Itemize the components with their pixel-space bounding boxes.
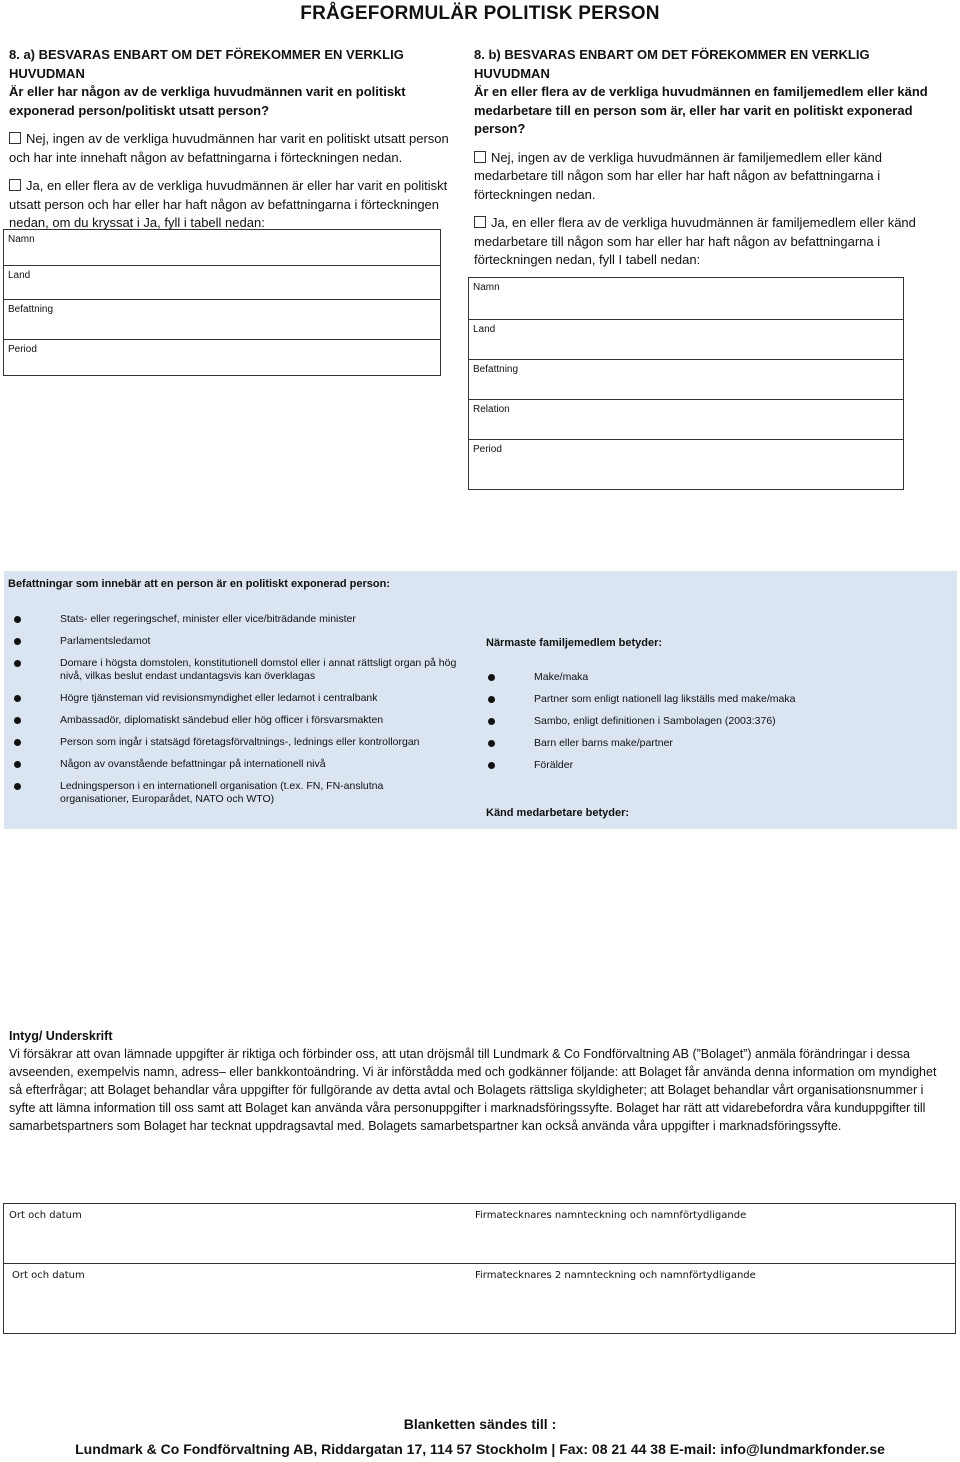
checkbox-yes-a[interactable]	[9, 179, 21, 191]
family-heading: Närmaste familjemedlem betyder:	[486, 637, 663, 649]
signature-table	[3, 1203, 956, 1334]
bullet-icon	[14, 739, 21, 746]
field-period-a[interactable]: Period	[4, 340, 441, 376]
section-a-heading: 8. a) BESVARAS ENBART OM DET FÖREKOMMER EN VERKLIG HUVUDMAN	[9, 47, 404, 81]
list-item: Förälder	[482, 759, 942, 772]
bullet-icon	[14, 695, 21, 702]
bullet-icon	[488, 740, 495, 747]
family-list	[482, 671, 942, 781]
checkbox-yes-b[interactable]	[474, 216, 486, 228]
bullet-icon	[488, 674, 495, 681]
section-b	[474, 46, 948, 270]
bullet-icon	[14, 616, 21, 623]
footer-sent-label: Blanketten sändes till :	[403, 1416, 557, 1432]
section-a-question: Är eller har någon av de verkliga huvudmännen varit en politiskt exponerad person/politiskt utsatt person?	[9, 84, 406, 118]
place-date-field-1[interactable]: Ort och datum	[4, 1204, 471, 1264]
bullet-icon	[488, 762, 495, 769]
field-namn-b[interactable]: Namn	[469, 278, 904, 320]
field-namn-a[interactable]: Namn	[4, 230, 441, 266]
list-item: Högre tjänsteman vid revisionsmyndighet eller ledamot i centralbank	[8, 692, 474, 705]
list-item: Ledningsperson i en internationell organisation (t.ex. FN, FN-anslutna organisationer, Europarådet, NATO och WTO)	[8, 780, 474, 806]
list-item: Make/maka	[482, 671, 942, 684]
signatory-field-1[interactable]: Firmatecknares namnteckning och namnförtydligande	[470, 1204, 956, 1264]
field-befattning-b[interactable]: Befattning	[469, 360, 904, 400]
field-befattning-a[interactable]: Befattning	[4, 300, 441, 340]
section-b-table	[468, 277, 904, 490]
place-date-field-2[interactable]: Ort och datum	[4, 1264, 471, 1334]
section-b-option-yes-label: Ja, en eller flera av de verkliga huvudmännen är familjemedlem eller känd medarbetare till någon som har eller har haft någon av befattningarna i förteckningen nedan, fyll I tabell nedan:	[474, 215, 916, 267]
section-a-table	[3, 229, 441, 376]
page-title: FRÅGEFORMULÄR POLITISK PERSON	[300, 3, 660, 24]
section-b-heading: 8. b) BESVARAS ENBART OM DET FÖREKOMMER EN VERKLIG HUVUDMAN	[474, 47, 870, 81]
list-item: Stats- eller regeringschef, minister eller vice/biträdande minister	[8, 613, 474, 626]
associate-heading: Känd medarbetare betyder:	[486, 807, 630, 819]
list-item: Barn eller barns make/partner	[482, 737, 942, 750]
pep-positions-list	[8, 613, 474, 815]
footer-address: Lundmark & Co Fondförvaltning AB, Riddargatan 17, 114 57 Stockholm | Fax: 08 21 44 38 E-mail: info@lundmarkfonder.se	[75, 1441, 885, 1457]
bullet-icon	[14, 660, 21, 667]
list-item: Någon av ovanstående befattningar på internationell nivå	[8, 758, 474, 771]
section-a-option-yes-label: Ja, en eller flera av de verkliga huvudmännen är eller har varit en politiskt utsatt person och har eller har haft någon av befattningarna i förteckningen nedan, om du kryssat i Ja, fyll i tabell nedan:	[9, 178, 448, 230]
list-item: Sambo, enligt definitionen i Sambolagen (2003:376)	[482, 715, 942, 728]
pep-info-box	[4, 571, 957, 829]
bullet-icon	[14, 638, 21, 645]
bullet-icon	[488, 696, 495, 703]
field-land-b[interactable]: Land	[469, 320, 904, 360]
checkbox-no-a[interactable]	[9, 132, 21, 144]
bullet-icon	[14, 717, 21, 724]
bullet-icon	[14, 783, 21, 790]
signatory-field-2[interactable]: Firmatecknares 2 namnteckning och namnförtydligande	[470, 1264, 956, 1334]
section-a-option-no[interactable]	[9, 130, 461, 167]
section-b-option-no[interactable]	[474, 149, 948, 205]
section-b-option-no-label: Nej, ingen av de verkliga huvudmännen är familjemedlem eller känd medarbetare till någon som har eller har haft någon av befattningarna i förteckningen nedan.	[474, 149, 882, 202]
list-item: Ambassadör, diplomatiskt sändebud eller hög officer i försvarsmakten	[8, 714, 474, 727]
list-item: Domare i högsta domstolen, konstitutionell domstol eller i annat rättsligt organ på hög nivå, vilkas beslut endast undantagsvis kan överklagas	[8, 657, 474, 683]
intyg-text: Vi försäkrar att ovan lämnade uppgifter är riktiga och förbinder oss, att utan dröjsmål till Lundmark & Co Fondförvaltning AB (”Bolaget”) anmäla förändringar i dessa avseenden, exempelvis namn, adress– eller bankkontoändring. Vi är införstådda med och godkänner följande: att Bolaget får använda denna information om myndighet så efterfrågar; att Bolaget behandlar våra uppgifter för fullgörande av detta avtal och Bolagets rättsliga skyldigheter; att Bolaget behandlar vårt organisationsnummer i syfte att lämna information till oss samt att Bolaget kan använda våra personuppgifter i marknadsföringssyfte. Bolaget har rätt att vidarebefordra våra kunduppgifter till samarbetspartners som Bolaget har tecknat uppdragsavtal med. Bolagets samarbetspartner kan också använda våra uppgifter i marknadsföringssyfte.	[9, 1047, 937, 1133]
section-b-question: Är en eller flera av de verkliga huvudmännen en familjemedlem eller känd medarbetare till en person som är, eller har varit en politiskt exponerad person?	[474, 84, 928, 136]
bullet-icon	[14, 761, 21, 768]
list-item: Parlamentsledamot	[8, 635, 474, 648]
field-relation-b[interactable]: Relation	[469, 400, 904, 440]
section-b-option-yes[interactable]	[474, 214, 948, 270]
list-item: Partner som enligt nationell lag likställs med make/maka	[482, 693, 942, 706]
field-land-a[interactable]: Land	[4, 266, 441, 300]
section-a	[9, 46, 461, 233]
field-period-b[interactable]: Period	[469, 440, 904, 490]
intyg-heading: Intyg/ Underskrift	[9, 1029, 113, 1043]
checkbox-no-b[interactable]	[474, 151, 486, 163]
section-a-option-no-label: Nej, ingen av de verkliga huvudmännen har varit en politiskt utsatt person och har inte innehaft någon av befattningarna i förteckningen nedan.	[9, 131, 449, 165]
bullet-icon	[488, 718, 495, 725]
list-item: Person som ingår i statsägd företagsförvaltnings-, lednings eller kontrollorgan	[8, 736, 474, 749]
pep-info-heading: Befattningar som innebär att en person är en politiskt exponerad person:	[8, 578, 391, 590]
section-a-option-yes[interactable]	[9, 177, 461, 233]
intyg-section	[9, 1027, 949, 1135]
